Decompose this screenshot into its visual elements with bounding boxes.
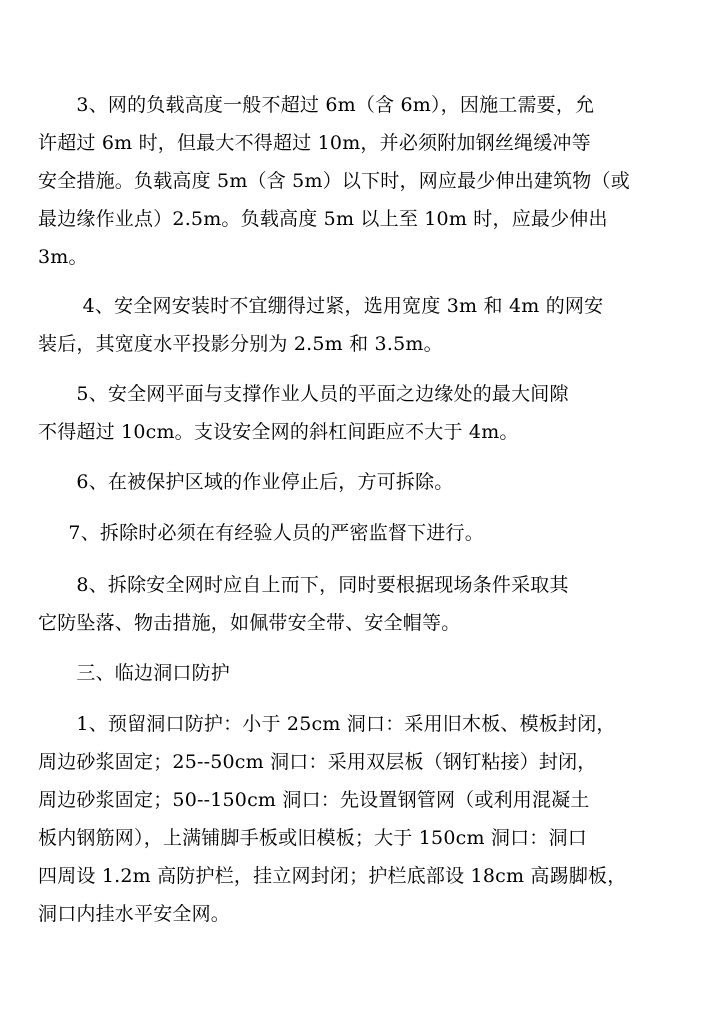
paragraph-4-net-installation bbox=[38, 287, 610, 363]
text-line: 3、网的负载高度一般不超过 6m（含 6m），因施工需要，允 bbox=[38, 94, 595, 116]
text-line: 7、拆除时必须在有经验人员的严密监督下进行。 bbox=[30, 522, 484, 544]
text-line: 4、安全网安装时不宜绷得过紧，选用宽度 3m 和 4m 的网安 bbox=[38, 295, 604, 317]
section-heading-edge-opening-protection bbox=[38, 654, 610, 692]
paragraph-7-removal-supervision bbox=[30, 514, 610, 552]
paragraph-5-net-gap bbox=[38, 375, 610, 451]
text-line: 1、预留洞口防护：小于 25cm 洞口：采用旧木板、模板封闭， bbox=[38, 713, 616, 735]
text-line: 不得超过 10cm。支设安全网的斜杠间距应不大于 4m。 bbox=[38, 421, 519, 443]
text-line: 许超过 6m 时，但最大不得超过 10m，并必须附加钢丝绳缓冲等 bbox=[38, 132, 591, 154]
text-line: 3m。 bbox=[38, 246, 88, 268]
text-line: 洞口内挂水平安全网。 bbox=[38, 903, 231, 925]
paragraph-6-removal-condition bbox=[38, 463, 610, 501]
text-line: 6、在被保护区域的作业停止后，方可拆除。 bbox=[38, 471, 454, 493]
paragraph-8-removal-order bbox=[38, 566, 610, 642]
text-line: 周边砂浆固定；50--150cm 洞口：先设置钢管网（或利用混凝土 bbox=[38, 789, 590, 811]
text-line: 5、安全网平面与支撑作业人员的平面之边缘处的最大间隙 bbox=[38, 383, 569, 405]
text-line: 周边砂浆固定；25--50cm 洞口：采用双层板（钢钉粘接）封闭， bbox=[38, 751, 597, 773]
text-line: 8、拆除安全网时应自上而下，同时要根据现场条件采取其 bbox=[38, 574, 569, 596]
text-line: 四周设 1.2m 高防护栏，挂立网封闭；护栏底部设 18cm 高踢脚板， bbox=[38, 865, 627, 887]
text-line: 安全措施。负载高度 5m（含 5m）以下时，网应最少伸出建筑物（或 bbox=[38, 170, 630, 192]
text-line: 最边缘作业点）2.5m。负载高度 5m 以上至 10m 时，应最少伸出 bbox=[38, 208, 608, 230]
text-line: 装后，其宽度水平投影分别为 2.5m 和 3.5m。 bbox=[38, 333, 443, 355]
section-heading: 三、临边洞口防护 bbox=[38, 662, 231, 684]
paragraph-3-net-load-height bbox=[38, 86, 630, 276]
text-line: 它防坠落、物击措施，如佩带安全带、安全帽等。 bbox=[38, 612, 461, 634]
paragraph-1-reserved-opening-protection bbox=[38, 705, 627, 933]
text-line: 板内钢筋网），上满铺脚手板或旧模板；大于 150cm 洞口：洞口 bbox=[38, 827, 587, 849]
